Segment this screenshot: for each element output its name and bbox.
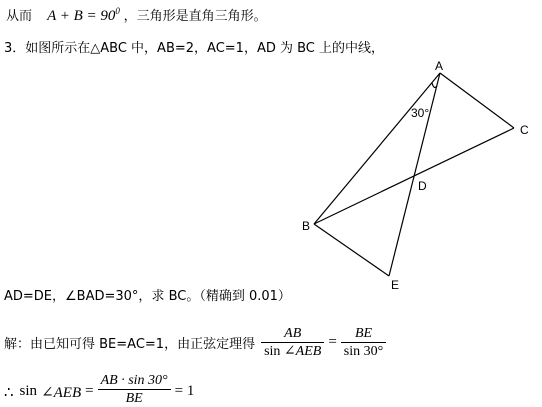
segment-ac [440,73,514,128]
fraction1-denominator [261,344,324,359]
problem-statement: 3．如图所示在△ABC 中，AB=2，AC=1，AD 为 BC 上的中线， [4,41,385,56]
label-b: B [302,219,311,233]
fraction3-bar [98,389,171,390]
solution-line [4,326,386,360]
solution-intro: 解：由已知可得 BE=AC=1，由正弦定理得 [4,337,256,353]
fraction-ab-over-sin-aeb [261,326,324,360]
condition-line [4,285,291,304]
therefore-line [4,373,194,407]
fraction-ab-sin30-over-be [98,373,171,407]
label-c: C [520,123,529,137]
therefore-symbol: ∴ [4,385,14,401]
angle-label: 30° [411,106,430,120]
fraction-be-over-sin30 [341,326,386,360]
equals-sign: = [328,334,337,351]
fraction2-bar [341,342,386,343]
line1-math-sup: 0 [115,6,120,16]
condition-b: 求 BC。（精确到 0.01） [151,289,291,304]
angle-arc [432,83,437,87]
label-a: A [435,59,444,73]
condition-a: AD=DE，∠BAD=30°， [4,289,152,304]
line1-math-lhs: A + B = 90 [47,8,116,24]
sin-text: sin [19,383,38,399]
line1-prefix: 从而 [6,9,33,24]
label-e: E [391,278,400,292]
fraction1-angle: ∠AEB [283,344,322,360]
segment-be [314,224,389,276]
angle-aeb: ∠AEB [41,385,82,401]
line1-suffix: ，三角形是直角三角形。 [123,9,267,24]
fraction2-numerator: BE [354,326,373,341]
fraction3-denominator: BE [125,391,143,407]
fraction3-numerator: AB · sin 30° [100,373,168,388]
fraction1-numerator: AB [284,326,302,341]
label-d: D [418,179,427,193]
fraction1-bar [261,342,324,343]
fraction2-denominator: sin 30° [343,344,384,360]
result-value: = 1 [174,383,195,399]
equals-sign-2: = [85,383,94,399]
fraction1-sin: sin [264,344,281,360]
